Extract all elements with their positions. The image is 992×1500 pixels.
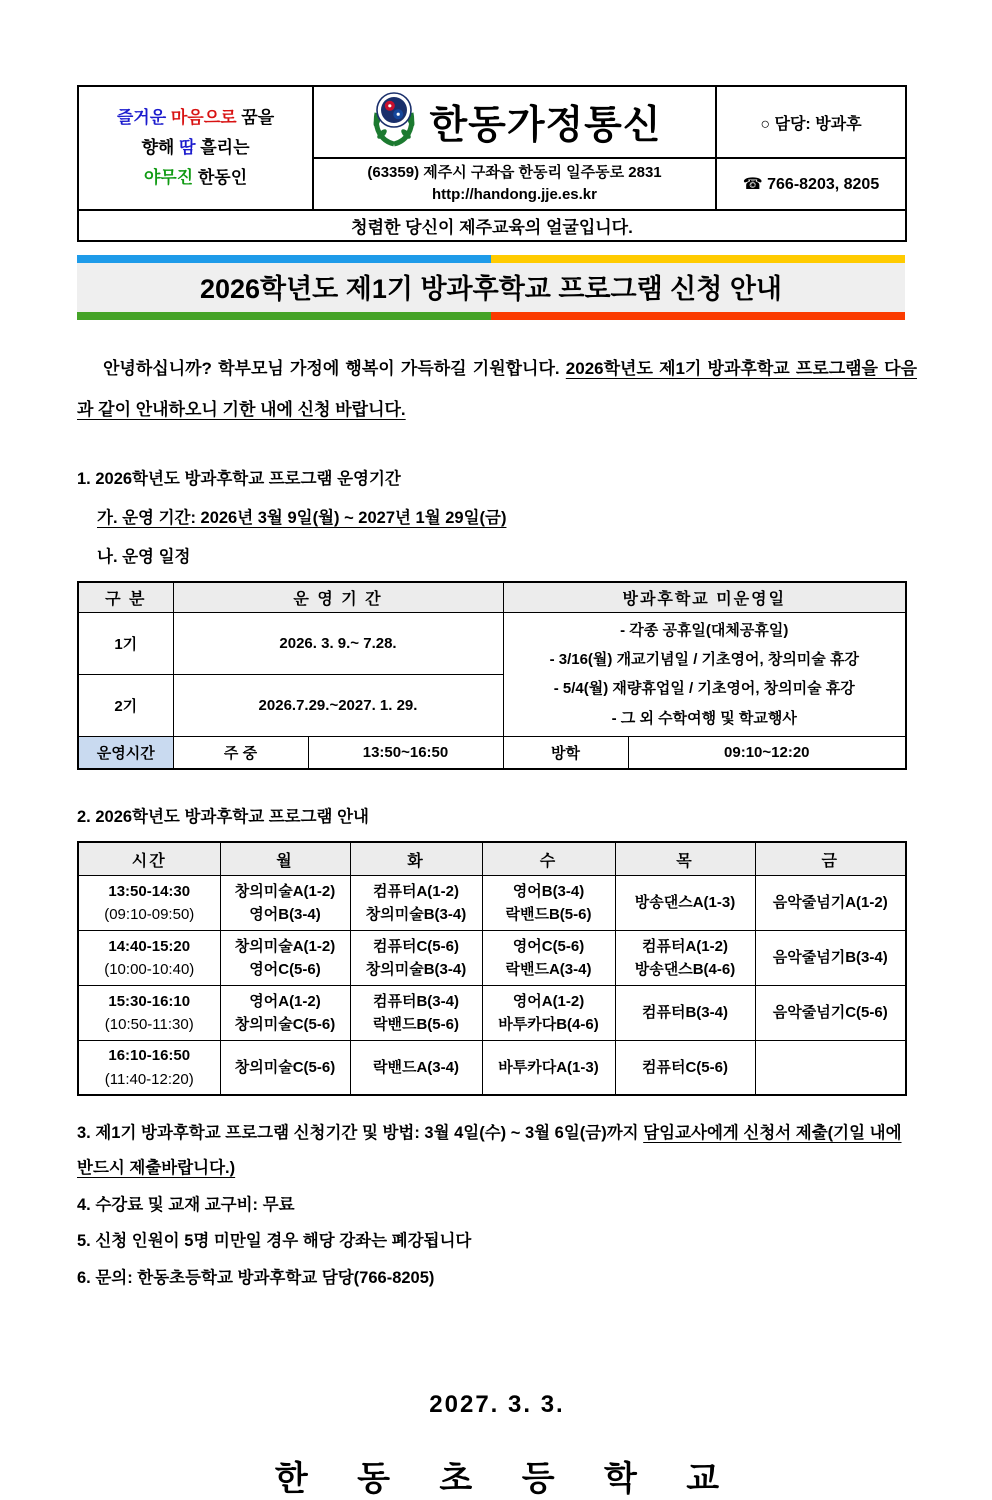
note-item-3: 3. 제1기 방과후학교 프로그램 신청기간 및 방법: 3월 4일(수) ~ 3월 6일(금)까지 담임교사에게 신청서 제출(기일 내에 반드시 제출바랍니다.) xyxy=(77,1124,902,1177)
greeting-text: 안녕하십니까? 학부모님 가정에 행복이 가득하길 기원합니다. xyxy=(103,358,566,378)
newsletter-masthead xyxy=(313,86,716,158)
note-item-5: 5. 신청 인원이 5명 미만일 경우 해당 강좌는 폐강됩니다 xyxy=(77,1232,472,1251)
class-cell: 창의미술A(1-2) 영어B(3-4) xyxy=(220,875,350,930)
time-slot: 13:50-14:30 (09:10-09:50) xyxy=(78,875,220,930)
school-emblem-icon xyxy=(367,91,421,154)
closed-day-item: - 그 외 수학여행 및 학교행사 xyxy=(611,709,797,727)
time-slot: 15:30-16:10 (10:50-11:30) xyxy=(78,985,220,1040)
class-cell: 창의미술C(5-6) xyxy=(220,1040,350,1095)
col-header-time: 시간 xyxy=(78,842,220,875)
banner-bottom-stripe xyxy=(77,312,905,320)
school-name: 한 동 초 등 학 교 xyxy=(274,1460,740,1499)
timetable-row xyxy=(78,1040,906,1095)
col-header-mon: 월 xyxy=(220,842,350,875)
section1-item-na: 나. 운영 일정 xyxy=(97,547,191,566)
timetable-row xyxy=(78,985,906,1040)
class-cell: 방송댄스A(1-3) xyxy=(615,875,755,930)
note-item-4: 4. 수강료 및 교재 교구비: 무료 xyxy=(77,1195,295,1214)
closed-day-item: - 5/4(월) 재량휴업일 / 기초영어, 창의미술 휴강 xyxy=(553,680,855,698)
stripe-blue xyxy=(77,255,491,263)
school-address-cell xyxy=(313,158,716,210)
note-item-3-underline: 담임교사에게 신청서 제출(기일 내에 반드시 제출바랍니다.) xyxy=(77,1124,902,1177)
timetable-row xyxy=(78,930,906,985)
school-slogan xyxy=(78,86,313,210)
stripe-yellow xyxy=(491,255,905,263)
col-header-period: 운 영 기 간 xyxy=(173,582,503,613)
class-cell: 컴퓨터C(5-6) 창의미술B(3-4) xyxy=(350,930,482,985)
letterhead xyxy=(77,85,907,242)
slogan-word: 즐거운 xyxy=(116,108,167,128)
program-timetable xyxy=(77,841,907,1096)
class-cell: 음악줄넘기C(5-6) xyxy=(755,985,906,1040)
slogan-word: 땀 xyxy=(179,137,196,157)
stripe-green xyxy=(77,312,491,320)
class-cell: 컴퓨터B(3-4) xyxy=(615,985,755,1040)
timetable-row xyxy=(78,875,906,930)
integrity-motto: 청렴한 당신이 제주교육의 얼굴입니다. xyxy=(78,210,906,241)
section1-item-ga: 가. 운영 기간: 2026년 3월 9일(월) ~ 2027년 1월 29일(금) xyxy=(97,508,507,527)
class-cell: 영어C(5-6) 락밴드A(3-4) xyxy=(482,930,615,985)
time-slot: 14:40-15:20 (10:00-10:40) xyxy=(78,930,220,985)
class-cell: 영어B(3-4) 락밴드B(5-6) xyxy=(482,875,615,930)
stripe-red xyxy=(491,312,905,320)
slogan-word: 향해 xyxy=(141,137,175,157)
term2-label: 2기 xyxy=(78,674,173,736)
slogan-word: 꿈을 xyxy=(241,108,275,128)
notes-list xyxy=(77,1116,917,1295)
closed-day-item: - 3/16(월) 개교기념일 / 기초영어, 창의미술 휴강 xyxy=(549,651,859,669)
class-cell: 컴퓨터A(1-2) 창의미술B(3-4) xyxy=(350,875,482,930)
class-cell: 컴퓨터A(1-2) 방송댄스B(4-6) xyxy=(615,930,755,985)
time-slot: 16:10-16:50 (11:40-12:20) xyxy=(78,1040,220,1095)
col-header-fri: 금 xyxy=(755,842,906,875)
class-cell: 락밴드A(3-4) xyxy=(350,1040,482,1095)
greeting-paragraph xyxy=(77,348,917,431)
operation-schedule-table xyxy=(77,581,907,771)
manager-cell: ○ 담당: 방과후 xyxy=(716,86,906,158)
school-address: (63359) 제주시 구좌읍 한동리 일주동로 2831 xyxy=(367,164,662,181)
class-cell: 음악줄넘기A(1-2) xyxy=(755,875,906,930)
notice-title: 2026학년도 제1기 방과후학교 프로그램 신청 안내 xyxy=(77,263,905,312)
greeting-emphasis: 2026학년도 제1기 방과후학교 프로그램을 다음과 같이 안내하오니 기한 내에 신청 바랍니다. xyxy=(77,358,917,420)
class-cell: 영어A(1-2) 바투카다B(4-6) xyxy=(482,985,615,1040)
issue-date: 2027. 3. 3. xyxy=(429,1391,565,1419)
closed-day-item: - 각종 공휴일(대체공휴일) xyxy=(620,621,789,639)
slogan-word: 한동인 xyxy=(197,167,248,187)
section2-heading: 2. 2026학년도 방과후학교 프로그램 안내 xyxy=(77,808,369,827)
newsletter-title: 한동가정통신 xyxy=(429,104,662,147)
col-header-closed: 방과후학교 미운영일 xyxy=(503,582,906,613)
phone-cell: ☎ 766-8203, 8205 xyxy=(716,158,906,210)
class-cell: 컴퓨터C(5-6) xyxy=(615,1040,755,1095)
hours-label: 운영시간 xyxy=(78,736,173,769)
notice-title-banner xyxy=(77,255,905,320)
col-header-thu: 목 xyxy=(615,842,755,875)
class-cell: 컴퓨터B(3-4) 락밴드B(5-6) xyxy=(350,985,482,1040)
vacation-label: 방학 xyxy=(503,736,628,769)
term1-period: 2026. 3. 9.~ 7.28. xyxy=(173,612,503,674)
school-website: http://handong.jje.es.kr xyxy=(431,185,597,203)
col-header-tue: 화 xyxy=(350,842,482,875)
slogan-word: 흘리는 xyxy=(200,137,250,157)
weekday-time: 13:50~16:50 xyxy=(308,736,503,769)
banner-top-stripe xyxy=(77,255,905,263)
vacation-time: 09:10~12:20 xyxy=(628,736,906,769)
class-cell xyxy=(755,1040,906,1095)
slogan-word: 야무진 xyxy=(143,167,194,187)
weekday-label: 주 중 xyxy=(173,736,308,769)
class-cell: 창의미술A(1-2) 영어C(5-6) xyxy=(220,930,350,985)
note-item-6: 6. 문의: 한동초등학교 방과후학교 담당(766-8205) xyxy=(77,1268,435,1287)
col-header-wed: 수 xyxy=(482,842,615,875)
section1-heading: 1. 2026학년도 방과후학교 프로그램 운영기간 xyxy=(77,469,401,488)
class-cell: 영어A(1-2) 창의미술C(5-6) xyxy=(220,985,350,1040)
term1-label: 1기 xyxy=(78,612,173,674)
term2-period: 2026.7.29.~2027. 1. 29. xyxy=(173,674,503,736)
slogan-word: 마음으로 xyxy=(170,108,237,128)
col-header-gubun: 구 분 xyxy=(78,582,173,613)
closed-days-list xyxy=(503,612,906,736)
class-cell: 바투카다A(1-3) xyxy=(482,1040,615,1095)
class-cell: 음악줄넘기B(3-4) xyxy=(755,930,906,985)
